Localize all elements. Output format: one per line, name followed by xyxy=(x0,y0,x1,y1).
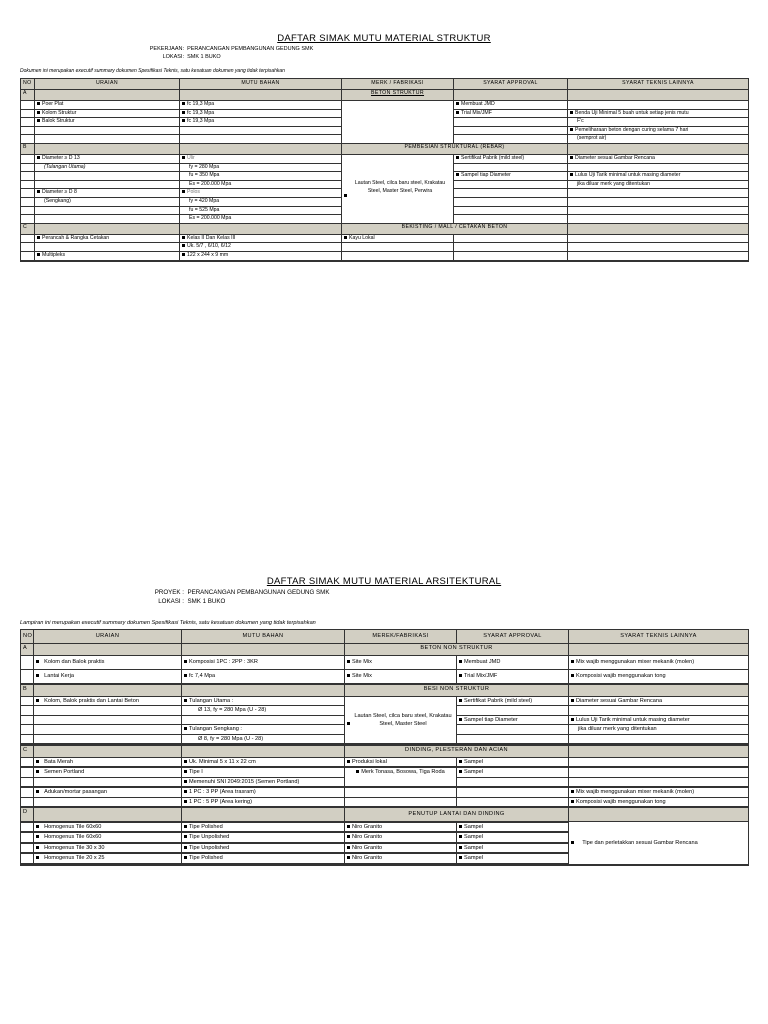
bullet-icon xyxy=(184,660,187,663)
header-no: NO xyxy=(21,630,34,644)
cell-teknis: Mix wajib menggunakan mixer mekanik (molen) xyxy=(576,789,695,796)
cell-approval: Trial Mix/JMF xyxy=(461,109,492,116)
bullet-icon xyxy=(184,760,187,763)
bullet-icon xyxy=(456,111,459,114)
doc1-note: Dokumen ini merupakan executif summary dokumen Spesifikasi Teknis, satu kesatuan dokumen yang tidak terpisahkan xyxy=(20,68,285,74)
doc1-title: DAFTAR SIMAK MUTU MATERIAL STRUKTUR xyxy=(277,33,491,44)
bullet-icon xyxy=(184,846,187,849)
cell-uraian: Kolom, Balok praktis dan Lantai Beton xyxy=(44,698,139,704)
bullet-icon xyxy=(37,119,40,122)
cell-teknis: Pemeliharaan beton dengan curing selama 7 hari xyxy=(575,126,689,133)
bullet-icon xyxy=(571,674,574,677)
section-no: A xyxy=(21,90,35,101)
cell-uraian: Adukan/mortar pasangan xyxy=(44,789,107,796)
bullet-icon xyxy=(459,835,462,838)
bullet-icon xyxy=(184,825,187,828)
cell-mutu: 122 x 244 x 9 mm xyxy=(187,251,229,258)
cell-uraian: Kolom Struktur xyxy=(42,109,77,116)
table-row xyxy=(21,670,749,684)
bullet-icon xyxy=(36,699,39,702)
section-row xyxy=(21,143,749,154)
cell-uraian: Diameter ≥ D 13 xyxy=(42,154,80,161)
bullet-icon xyxy=(459,856,462,859)
cell-uraian: Bata Merah xyxy=(44,759,74,766)
cell-mutu: fc 7,4 Mpa xyxy=(189,673,216,680)
section-row xyxy=(21,808,749,822)
cell-approval: Sampel xyxy=(464,855,483,862)
cell-merk: Site Mix xyxy=(352,673,372,680)
bullet-icon xyxy=(459,760,462,763)
section-title: BESI NON STRUKTUR xyxy=(345,685,569,697)
cell-approval: Sertifikat Pabrik (mild steel) xyxy=(464,698,533,704)
bullet-icon xyxy=(456,102,459,105)
bullet-icon xyxy=(184,835,187,838)
cell-mutu: Uk. 5/7 , 6/10, 6/12 xyxy=(187,243,231,250)
cell-mutu: Ulir xyxy=(187,154,195,161)
bullet-icon xyxy=(459,846,462,849)
header-merk: MERK / FABRIKASI xyxy=(342,79,454,90)
cell-approval: Trial Mix/JMF xyxy=(464,673,498,680)
section-row xyxy=(21,685,749,697)
doc2-note: Lampiran ini merupakan executif summary dokumen Spesifikasi Teknis, satu kesatuan dokumen yang tidak terpisahkan xyxy=(20,620,316,626)
bullet-icon xyxy=(347,835,350,838)
cell-teknis: jika diluar merk yang ditentukan xyxy=(569,725,749,734)
cell-merk: Produksi lokal xyxy=(352,759,387,766)
section-row xyxy=(21,644,749,656)
cell-mutu: Komposisi 1PC : 2PP : 3KR xyxy=(189,659,258,666)
cell-mutu: Tipe Polished xyxy=(189,824,223,831)
bullet-icon xyxy=(36,674,39,677)
cell-mutu: Tipe Unpolished xyxy=(189,834,230,841)
cell-teknis: Komposisi wajib menggunakan tong xyxy=(576,673,666,680)
table-row xyxy=(21,797,749,806)
bullet-icon xyxy=(182,190,185,193)
section-title: DINDING, PLESTERAN DAN ACIAN xyxy=(345,746,569,758)
section-row xyxy=(21,223,749,234)
section-no: B xyxy=(21,143,35,154)
lokasi-label: LOKASI: xyxy=(162,54,184,60)
cell-mutu: Ø 13, fy = 280 Mpa (U - 28) xyxy=(182,706,345,715)
header-merk: MEREK/FABRIKASI xyxy=(345,630,457,644)
cell-teknis-merged xyxy=(569,822,749,865)
section-title: PEMBESIAN STRUKTURAL (REBAR) xyxy=(342,143,568,154)
cell-merk xyxy=(345,768,457,787)
merk-text: Lautan Steel, cilca baru steel, Krakatau Steel, Master Steel, Perwira xyxy=(354,180,446,194)
cell-mutu: Ø 8, fy = 280 Mpa (U - 28) xyxy=(182,734,345,743)
section-title: BETON STRUKTUR xyxy=(342,90,454,101)
cell-teknis: F'c xyxy=(568,118,749,127)
bullet-icon xyxy=(571,660,574,663)
bullet-icon xyxy=(347,722,350,725)
bullet-icon xyxy=(184,770,187,773)
cell-mutu: Es = 200.000 Mpa xyxy=(180,180,342,189)
table-row xyxy=(21,154,749,163)
cell-uraian: Diameter ≥ D 8 xyxy=(42,189,77,196)
bullet-icon xyxy=(36,760,39,763)
cell-teknis: (semprot air) xyxy=(568,135,749,144)
bullet-icon xyxy=(182,236,185,239)
proyek-label: PROYEK : xyxy=(154,589,184,596)
cell-approval: Sampel tiap Diameter xyxy=(461,172,511,179)
bullet-icon xyxy=(36,856,39,859)
bullet-icon xyxy=(36,660,39,663)
bullet-icon xyxy=(347,825,350,828)
pekerjaan-label: PEKERJAAN: xyxy=(149,46,184,52)
section-title: BEKISTING / MALL / CETAKAN BETON xyxy=(342,223,568,234)
bullet-icon xyxy=(570,173,573,176)
bullet-icon xyxy=(347,856,350,859)
bullet-icon xyxy=(570,156,573,159)
cell-uraian: Multipleks xyxy=(42,251,66,258)
header-row xyxy=(21,79,749,90)
table-row xyxy=(21,864,749,865)
merk-text: Lautan Steel, cilca baru steel, Krakatau Steel, Master Steel xyxy=(354,712,452,728)
cell-uraian: Homogenus Tile 20 x 25 xyxy=(44,855,105,862)
cell-merk xyxy=(342,154,454,223)
section-row xyxy=(21,746,749,758)
cell-teknis: Diameter sesuai Gambar Rencana xyxy=(576,698,663,704)
cell-merk: Site Mix xyxy=(352,659,372,666)
bullet-icon xyxy=(571,790,574,793)
cell-approval: Membuat JMD xyxy=(461,101,495,107)
cell-mutu: fu = 350 Mpa xyxy=(180,172,342,181)
merk-text: Merk Tonasa, Bosowa, Tiga Roda xyxy=(361,769,445,776)
table-row xyxy=(21,656,749,670)
lokasi-value: SMK 1 BUKO xyxy=(187,54,221,60)
cell-uraian: Balok Struktur xyxy=(42,118,75,125)
bullet-icon xyxy=(182,253,185,256)
cell-teknis: Diameter sesuai Gambar Rencana xyxy=(575,154,655,161)
section-no: C xyxy=(21,223,35,234)
header-uraian: URAIAN xyxy=(35,79,180,90)
bullet-icon xyxy=(344,236,347,239)
doc2-title: DAFTAR SIMAK MUTU MATERIAL ARSITEKTURAL xyxy=(266,576,502,587)
pekerjaan-value: PERANCANGAN PEMBANGUNAN GEDUNG SMK xyxy=(187,46,314,52)
cell-merk: Niro Granito xyxy=(352,834,383,841)
cell-mutu: Memenuhi SNI 2049:2015 (Semen Portland) xyxy=(189,778,300,785)
bullet-icon xyxy=(347,674,350,677)
bullet-icon xyxy=(182,244,185,247)
cell-teknis: Lulus Uji Tarik minimal untuk masing diameter xyxy=(575,172,681,179)
doc1-meta xyxy=(128,45,313,61)
bullet-icon xyxy=(456,173,459,176)
bullet-icon xyxy=(36,770,39,773)
bullet-icon xyxy=(37,236,40,239)
bullet-icon xyxy=(182,102,185,105)
bullet-icon xyxy=(37,102,40,105)
cell-mutu: 1 PC : 3 PP (Area trasram) xyxy=(189,789,256,796)
bullet-icon xyxy=(459,674,462,677)
cell-approval: Sampel xyxy=(464,759,483,766)
bullet-icon xyxy=(36,835,39,838)
bullet-icon xyxy=(37,190,40,193)
table-row xyxy=(21,260,749,261)
header-teknis: SYARAT TEKNIS LAINNYA xyxy=(569,630,749,644)
table-row xyxy=(21,101,749,110)
cell-approval: Membuat JMD xyxy=(464,659,501,666)
bullet-icon xyxy=(356,770,359,773)
cell-merk: Niro Granito xyxy=(352,855,383,862)
header-teknis: SYARAT TEKNIS LAINNYA xyxy=(568,79,749,90)
cell-uraian: Semen Portland xyxy=(44,769,85,776)
bullet-icon xyxy=(182,111,185,114)
cell-mutu: fy = 280 Mpa xyxy=(180,163,342,172)
bullet-icon xyxy=(37,253,40,256)
cell-mutu: fu = 525 Mpa xyxy=(180,206,342,215)
bullet-icon xyxy=(571,699,574,702)
table-row xyxy=(21,697,749,706)
cell-mutu: Es = 200.000 Mpa xyxy=(180,215,342,224)
cell-mutu: Polos xyxy=(187,189,200,196)
cell-merk: Niro Granito xyxy=(352,844,383,851)
bullet-icon xyxy=(571,800,574,803)
table-row xyxy=(21,768,749,777)
bullet-icon xyxy=(347,660,350,663)
cell-approval: Sampel xyxy=(464,844,483,851)
cell-teknis: Benda Uji Minimal 5 buah untuk setiap jenis mutu xyxy=(575,109,689,116)
cell-merk xyxy=(345,697,457,744)
bullet-icon xyxy=(459,660,462,663)
bullet-icon xyxy=(184,790,187,793)
bullet-icon xyxy=(184,800,187,803)
bullet-icon xyxy=(184,699,187,702)
section-no: A xyxy=(21,644,34,656)
bullet-icon xyxy=(459,770,462,773)
bullet-icon xyxy=(459,825,462,828)
cell-mutu: Tulangan Sengkang : xyxy=(189,726,242,733)
bullet-icon xyxy=(37,156,40,159)
cell-teknis: Tipe dan perletakkan sesuai Gambar Rencana xyxy=(582,839,698,846)
bullet-icon xyxy=(347,846,350,849)
cell-mutu: fy = 420 Mpa xyxy=(180,197,342,206)
cell-approval: Sertifikat Pabrik (mild steel) xyxy=(461,154,525,161)
bullet-icon xyxy=(456,156,459,159)
header-row xyxy=(21,630,749,644)
section-no: B xyxy=(21,685,34,697)
table-row xyxy=(21,243,749,252)
cell-uraian: Lantai Kerja xyxy=(44,673,74,680)
bullet-icon xyxy=(459,718,462,721)
cell-uraian: Homogenus Tile 60x60 xyxy=(44,824,102,831)
cell-teknis: Lulus Uji Tarik minimal untuk masing diameter xyxy=(576,716,690,723)
cell-merk-empty xyxy=(342,101,454,144)
cell-mutu: fc 19,3 Mpa xyxy=(187,101,215,107)
cell-mutu: 1 PC : 5 PP (Area kering) xyxy=(189,798,253,805)
cell-approval: Sampel xyxy=(464,824,483,831)
bullet-icon xyxy=(182,119,185,122)
cell-uraian: Homogenus Tile 30 x 30 xyxy=(44,844,105,851)
bullet-icon xyxy=(36,825,39,828)
cell-teknis: Mix wajib menggunakan mixer mekanik (molen) xyxy=(576,659,695,666)
bullet-icon xyxy=(184,856,187,859)
arsitektural-table xyxy=(20,629,749,866)
bullet-icon xyxy=(570,128,573,131)
cell-uraian: (Tulangan Utama) xyxy=(35,163,180,172)
section-no: D xyxy=(21,808,34,822)
cell-mutu: fc 19,3 Mpa xyxy=(187,118,215,125)
table-row xyxy=(21,234,749,243)
bullet-icon xyxy=(36,846,39,849)
cell-mutu: Tipe I xyxy=(189,769,203,776)
cell-approval: Sampel tiap Diameter xyxy=(464,716,518,723)
header-no: NO xyxy=(21,79,35,90)
header-approval: SYARAT APPROVAL xyxy=(457,630,569,644)
bullet-icon xyxy=(184,674,187,677)
lokasi-label: LOKASI : xyxy=(158,598,184,605)
section-title: BETON NON STRUKTUR xyxy=(345,644,569,656)
header-mutu: MUTU BAHAN xyxy=(182,630,345,644)
table-row xyxy=(21,251,749,260)
section-row xyxy=(21,90,749,101)
cell-mutu: Tipe Polished xyxy=(189,855,223,862)
bullet-icon xyxy=(571,841,574,844)
cell-merk: Niro Granito xyxy=(352,824,383,831)
cell-approval: Sampel xyxy=(464,834,483,841)
bullet-icon xyxy=(347,760,350,763)
header-uraian: URAIAN xyxy=(34,630,182,644)
header-approval: SYARAT APPROVAL xyxy=(454,79,568,90)
doc2-meta xyxy=(138,588,329,606)
lokasi-value: SMK 1 BUKO xyxy=(187,598,226,605)
cell-approval: Sampel xyxy=(464,769,483,776)
cell-mutu: fc 19,3 Mpa xyxy=(187,109,215,116)
section-title: PENUTUP LANTAI DAN DINDING xyxy=(345,808,569,822)
cell-uraian: (Sengkang) xyxy=(35,197,180,206)
cell-uraian: Homogenus Tile 60x60 xyxy=(44,834,102,841)
bullet-icon xyxy=(459,699,462,702)
section-no: C xyxy=(21,746,34,758)
cell-mutu: Tulangan Utama : xyxy=(189,698,234,704)
cell-mutu: Tipe Unpolished xyxy=(189,844,230,851)
cell-uraian: Kolom dan Balok praktis xyxy=(44,659,105,666)
cell-merk: Kayu Lokal xyxy=(349,234,375,241)
bullet-icon xyxy=(182,156,185,159)
cell-uraian: Poer Plat xyxy=(42,101,64,107)
cell-uraian: Perancah & Rangka Cetakan xyxy=(42,234,110,241)
bullet-icon xyxy=(184,727,187,730)
bullet-icon xyxy=(37,111,40,114)
bullet-icon xyxy=(570,111,573,114)
cell-mutu: Uk. Minimal 5 x 11 x 22 cm xyxy=(189,759,256,766)
bullet-icon xyxy=(571,718,574,721)
proyek-value: PERANCANGAN PEMBANGUNAN GEDUNG SMK xyxy=(187,589,330,596)
cell-mutu: Kelas II Dan Kelas III xyxy=(187,234,236,241)
table-row xyxy=(21,758,749,767)
header-mutu: MUTU BAHAN xyxy=(180,79,342,90)
bullet-icon xyxy=(184,780,187,783)
table-row xyxy=(21,788,749,797)
cell-teknis: jika diluar merk yang ditentukan xyxy=(568,180,749,189)
bullet-icon xyxy=(344,194,347,197)
cell-teknis: Komposisi wajib menggunakan tong xyxy=(576,798,666,805)
struktur-table xyxy=(20,78,749,262)
bullet-icon xyxy=(36,790,39,793)
